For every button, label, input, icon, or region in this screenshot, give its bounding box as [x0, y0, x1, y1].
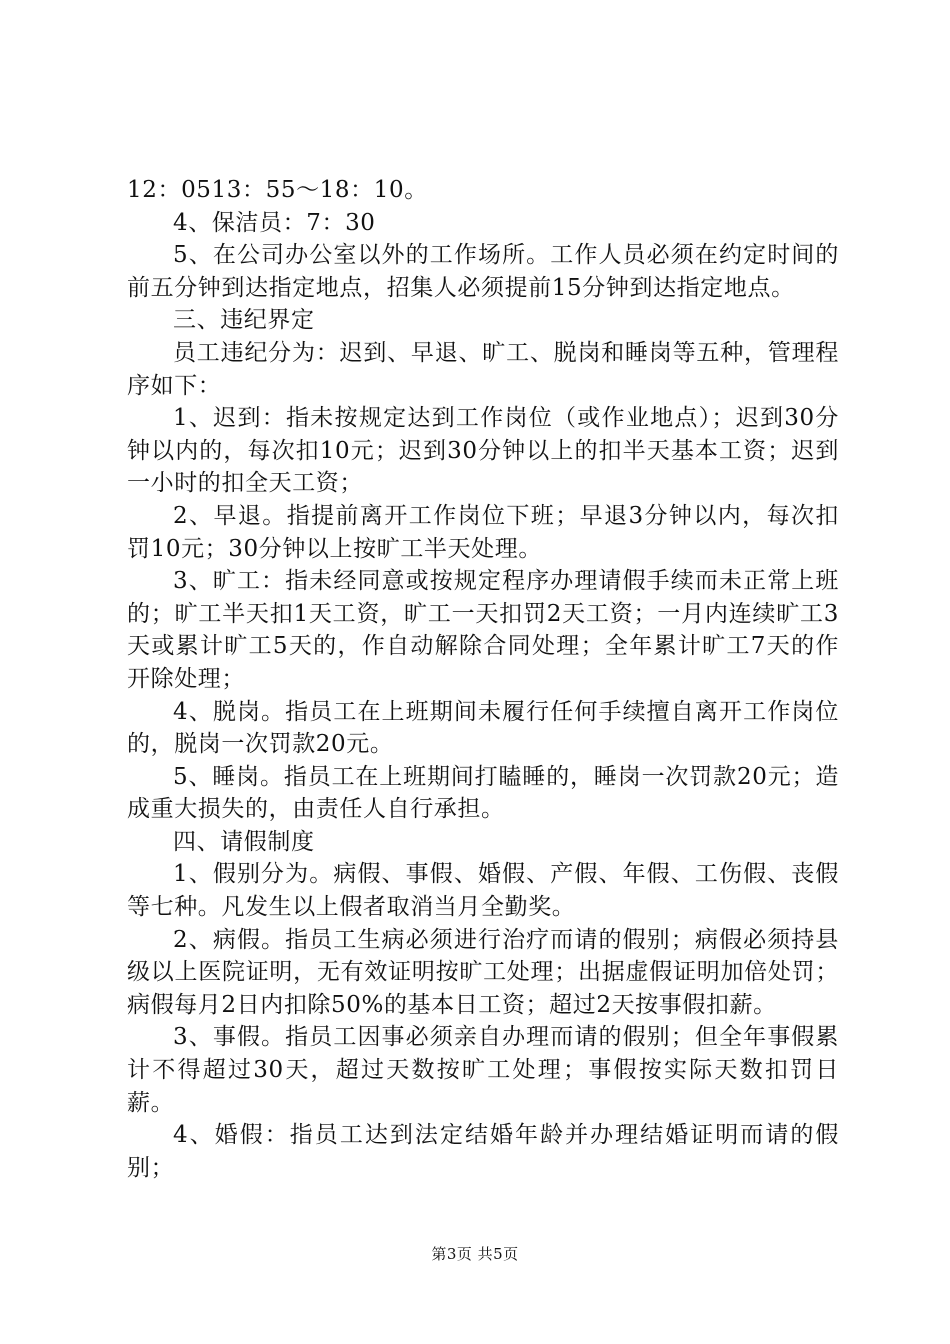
paragraph-personal-leave: 3、事假。指员工因事必须亲自办理而请的假别；但全年事假累计不得超过30天，超过天数按旷工处理；事假按实际天数扣罚日薪。 — [127, 1024, 839, 1116]
page-number-footer: 第3页 共5页 — [431, 1245, 519, 1263]
paragraph-discipline-intro: 员工违纪分为：迟到、早退、旷工、脱岗和睡岗等五种，管理程序如下： — [127, 339, 839, 399]
paragraph-offsite-work: 5、在公司办公室以外的工作场所。工作人员必须在约定时间的前五分钟到达指定地点，招集人必须提前15分钟到达指定地点。 — [127, 242, 839, 301]
paragraph-sleeping-on-duty: 5、睡岗。指员工在上班期间打瞌睡的，睡岗一次罚款20元；造成重大损失的，由责任人自行承担。 — [127, 763, 839, 823]
paragraph-absenteeism: 3、旷工：指未经同意或按规定程序办理请假手续而未正常上班的；旷工半天扣1天工资，旷工一天扣罚2天工资；一月内连续旷工3天或累计旷工5天的，作自动解除合同处理；全年累计旷工7天的作开除处理； — [127, 568, 839, 692]
paragraph-sick-leave: 2、病假。指员工生病必须进行治疗而请的假别；病假必须持县级以上医院证明，无有效证明按旷工处理；出据虚假证明加倍处罚；病假每月2日内扣除50%的基本日工资；超过2天按事假扣薪。 — [127, 926, 839, 1018]
document-body — [127, 174, 839, 1184]
paragraph-time-continuation: 12：0513：55～18：10。 — [127, 177, 428, 203]
paragraph-early-leave: 2、早退。指提前离开工作岗位下班；早退3分钟以内，每次扣罚10元；30分钟以上按旷工半天处理。 — [127, 502, 839, 562]
section-heading-leave-policy: 四、请假制度 — [173, 828, 315, 855]
paragraph-marriage-leave: 4、婚假：指员工达到法定结婚年龄并办理结婚证明而请的假别； — [127, 1122, 839, 1181]
paragraph-late: 1、迟到：指未按规定达到工作岗位（或作业地点）；迟到30分钟以内的，每次扣10元；迟到30分钟以上的扣半天基本工资；迟到一小时的扣全天工资； — [127, 405, 839, 497]
paragraph-cleaner-time: 4、保洁员：7：30 — [173, 209, 376, 236]
section-heading-discipline: 三、违纪界定 — [173, 307, 315, 334]
paragraph-leaving-post: 4、脱岗。指员工在上班期间未履行任何手续擅自离开工作岗位的，脱岗一次罚款20元。 — [127, 698, 839, 758]
paragraph-leave-types: 1、假别分为。病假、事假、婚假、产假、年假、工伤假、丧假等七种。凡发生以上假者取消当月全勤奖。 — [127, 861, 839, 921]
